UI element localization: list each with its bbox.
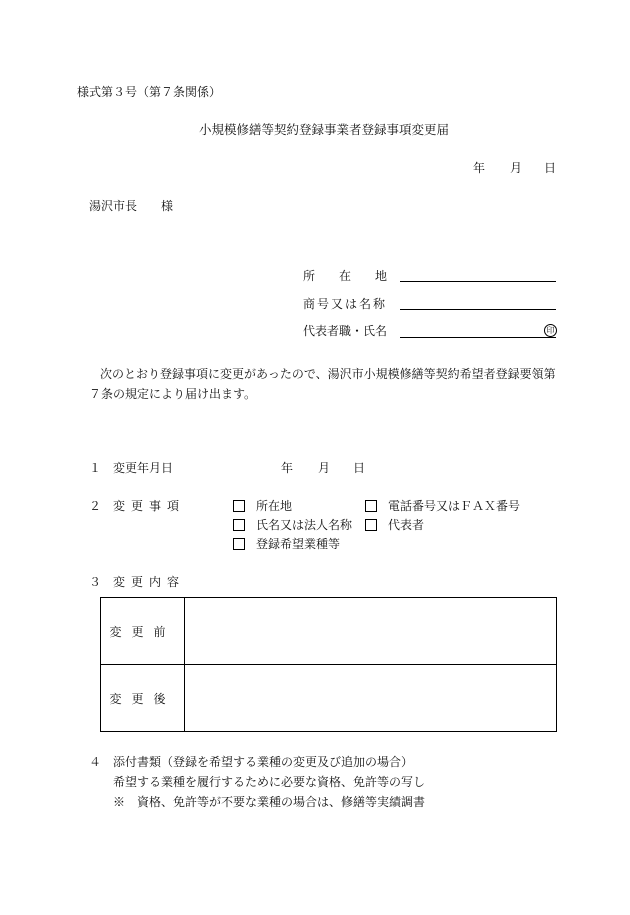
checkbox-name[interactable] (233, 519, 245, 531)
table-row (101, 598, 557, 665)
before-content-cell[interactable] (185, 598, 557, 665)
statement-line-2: ７条の規定により届け出ます。 (89, 387, 257, 401)
item1-month: 月 (318, 461, 331, 475)
after-label: 変更後 (101, 665, 185, 732)
item4-number: ４ (89, 755, 102, 769)
date-day: 日 (544, 161, 557, 175)
checkbox-phone-fax[interactable] (365, 500, 377, 512)
item3-number: ３ (89, 575, 102, 589)
addressee: 湯沢市長 様 (89, 199, 174, 213)
date-year: 年 (473, 161, 486, 175)
checkbox-address[interactable] (233, 500, 245, 512)
statement-line-1: 次のとおり登録事項に変更があったので、湯沢市小規模修繕等契約希望者登録要領第 (100, 367, 556, 381)
item2-label: 変更事項 (113, 499, 186, 513)
form-number: 様式第３号（第７条関係） (77, 85, 222, 99)
option-name-label: 氏名又は法人名称 (256, 518, 353, 532)
option-address-label: 所在地 (256, 499, 293, 513)
after-content-cell[interactable] (185, 665, 557, 732)
date-month: 月 (510, 161, 523, 175)
company-name-label: 商号又は名称 (303, 297, 388, 311)
option-business-type-label: 登録希望業種等 (256, 537, 341, 551)
address-label: 所 在 地 (303, 269, 388, 283)
company-name-field-line[interactable] (400, 309, 556, 310)
item1-day: 日 (353, 461, 366, 475)
seal-mark: 印 (544, 324, 557, 337)
before-label: 変更前 (101, 598, 185, 665)
checkbox-representative[interactable] (365, 519, 377, 531)
option-representative-label: 代表者 (388, 518, 425, 532)
item4-line-2: 希望する業種を履行するために必要な資格、免許等の写し (113, 775, 426, 789)
item4-line-1: 添付書類（登録を希望する業種の変更及び追加の場合） (113, 755, 414, 769)
address-field-line[interactable] (400, 281, 556, 282)
item1-number: １ (89, 461, 102, 475)
item4-line-3: ※ 資格、免許等が不要な業種の場合は、修繕等実績調書 (113, 795, 426, 809)
item1-year: 年 (281, 461, 294, 475)
table-row (101, 665, 557, 732)
document-title: 小規模修繕等契約登録事業者登録事項変更届 (199, 122, 450, 137)
representative-label: 代表者職・氏名 (303, 324, 388, 338)
item2-number: ２ (89, 499, 102, 513)
representative-field-line[interactable] (400, 337, 556, 338)
item1-label: 変更年月日 (113, 461, 174, 475)
item3-label: 変更内容 (113, 575, 186, 589)
change-details-table (100, 597, 557, 732)
option-phone-fax-label: 電話番号又はＦＡＸ番号 (388, 499, 521, 513)
checkbox-business-type[interactable] (233, 538, 245, 550)
